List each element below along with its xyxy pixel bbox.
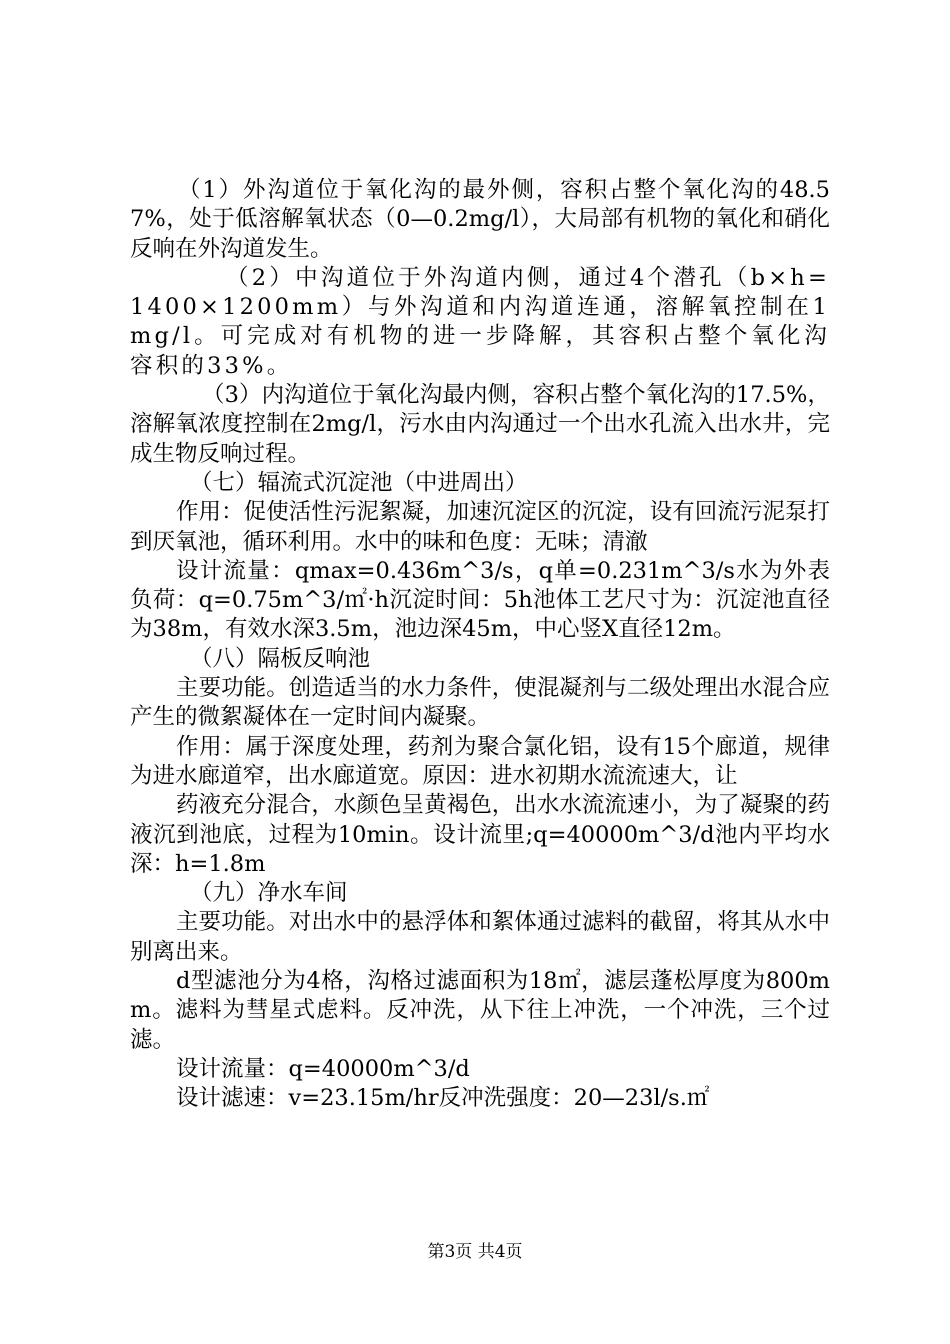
heading-baffle-reaction-tank: （八）隔板反响池 xyxy=(190,645,371,672)
page-number-label: 第3页 共4页 xyxy=(427,1242,523,1262)
paragraph-baffle-function: 作用：属于深度处理，药剂为聚合氯化铝，设有15个廊道，规律为进水廊道窄，出水廊道宽。原因：进水初期水流流速大，让 xyxy=(130,733,830,789)
paragraph-design-flow: 设计流量：q=40000m^3/d xyxy=(176,1055,470,1082)
paragraph-outer-channel: （1）外沟道位于氧化沟的最外侧，容积占整个氧化沟的48.57%，处于低溶解氧状态（0—0.2mg/l），大局部有机物的氧化和硝化反响在外沟道发生。 xyxy=(130,177,830,262)
paragraph-sedimentation-design: 设计流量：qmax=0.436m^3/s，q单=0.231m^3/s水为外表负荷：q=0.75m^3/㎡·h沉淀时间：5h池体工艺尺寸为：沉淀池直径为38m，有效水深3.5m，池边深45m，中心竖X直径12m。 xyxy=(130,557,830,643)
heading-radial-sedimentation-tank: （七）辐流式沉淀池（中进周出） xyxy=(190,469,528,496)
document-body xyxy=(130,176,830,1114)
paragraph-design-filter-rate: 设计滤速：v=23.15m/hr反冲洗强度：20—23l/s.㎡ xyxy=(176,1085,710,1112)
paragraph-d-filter: d型滤池分为4格，沟格过滤面积为18㎡，滤层蓬松厚度为800mm。滤料为彗星式虑料。反冲洗，从下往上冲洗，一个冲洗，三个过滤。 xyxy=(130,968,830,1053)
paragraph-inner-channel: （3）内沟道位于氧化沟最内侧，容积占整个氧化沟的17.5%，溶解氧浓度控制在2mg/l，污水由内沟通过一个出水孔流入出水井，完成生物反响过程。 xyxy=(130,382,830,467)
paragraph-sedimentation-function: 作用：促使活性污泥絮凝，加速沉淀区的沉淀，设有回流污泥泵打到厌氧池，循环利用。水中的味和色度：无味；清澈 xyxy=(130,499,830,555)
heading-water-purification-workshop: （九）净水车间 xyxy=(190,880,348,907)
paragraph-middle-channel: （2）中沟道位于外沟道内侧，通过4个潜孔（b×h=1400×1200mm）与外沟道和内沟道连通，溶解氧控制在1mg/l。可完成对有机物的进一步降解，其容积占整个氧化沟容积的33%。 xyxy=(130,264,830,379)
paragraph-purification-main-function: 主要功能。对出水中的悬浮体和絮体通过滤料的截留，将其从水中别离出来。 xyxy=(130,909,830,965)
paragraph-baffle-main-function: 主要功能。创造适当的水力条件，使混凝剂与二级处理出水混合应产生的微絮凝体在一定时间内凝聚。 xyxy=(130,675,830,731)
page-footer xyxy=(0,1240,950,1264)
paragraph-baffle-design: 药液充分混合，水颜色呈黄褐色，出水水流流速小，为了凝聚的药液沉到池底，过程为10min。设计流里;q=40000m^3/d池内平均水深：h=1.8m xyxy=(130,792,830,877)
